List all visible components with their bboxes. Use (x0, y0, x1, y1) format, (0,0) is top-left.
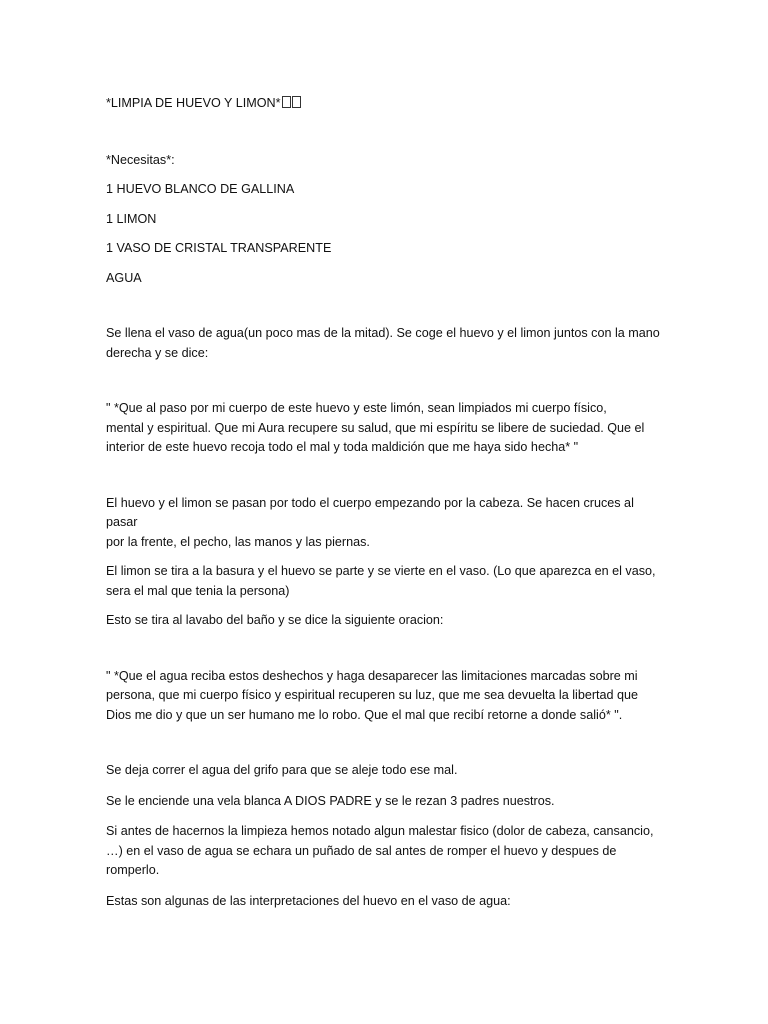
instruction-paragraph: Se llena el vaso de agua(un poco mas de la mitad). Se coge el huevo y el limon juntos con la mano derecha y se dice: (106, 326, 660, 360)
missing-glyph-icon (282, 96, 291, 108)
prayer-paragraph: " *Que al paso por mi cuerpo de este huevo y este limón, sean limpiados mi cuerpo físico, mental y espiritual. Que mi Aura recupere su salud, que mi espíritu se libere de suciedad. Que el interior de este huevo recoja todo el mal y toda maldición que me haya sido hecha* " (106, 401, 645, 454)
instruction-paragraph: El limon se tira a la basura y el huevo se parte y se vierte en el vaso. (Lo que aparezca en el vaso, sera el mal que tenia la persona) (106, 564, 656, 598)
ingredient-item: 1 VASO DE CRISTAL TRANSPARENTE (106, 241, 332, 255)
document-title (106, 94, 666, 114)
ingredient-item: 1 LIMON (106, 211, 157, 226)
title-text: *LIMPIA DE HUEVO Y LIMON* (106, 96, 281, 110)
instruction-paragraph: Si antes de hacernos la limpieza hemos notado algun malestar fisico (dolor de cabeza, cansancio, …) en el vaso de agua se echara un puñado de sal antes de romper el huevo y despues de romperlo. (106, 824, 654, 877)
instruction-paragraph: Esto se tira al lavabo del baño y se dice la siguiente oracion: (106, 613, 444, 627)
needs-heading: *Necesitas*: (106, 152, 175, 167)
prayer-paragraph: " *Que el agua reciba estos deshechos y haga desaparecer las limitaciones marcadas sobre mi persona, que mi cuerpo físico y espiritual recuperen su luz, que me sea devuelta la libertad que Dios me dio y que un ser humano me lo robo. Que el mal que recibí retorne a donde salió* ". (106, 668, 639, 722)
instruction-paragraph: Se le enciende una vela blanca A DIOS PADRE y se le rezan 3 padres nuestros. (106, 793, 555, 808)
document-body (106, 94, 666, 911)
instruction-paragraph: Se deja correr el agua del grifo para que se aleje todo ese mal. (106, 763, 458, 777)
ingredient-item: AGUA (106, 270, 142, 285)
instruction-paragraph: El huevo y el limon se pasan por todo el cuerpo empezando por la cabeza. Se hacen cruces al pasar por la frente, el pecho, las manos y las piernas. (106, 495, 634, 549)
ingredient-item: 1 HUEVO BLANCO DE GALLINA (106, 182, 295, 196)
instruction-paragraph: Estas son algunas de las interpretaciones del huevo en el vaso de agua: (106, 893, 511, 908)
missing-glyph-icon (292, 96, 301, 108)
